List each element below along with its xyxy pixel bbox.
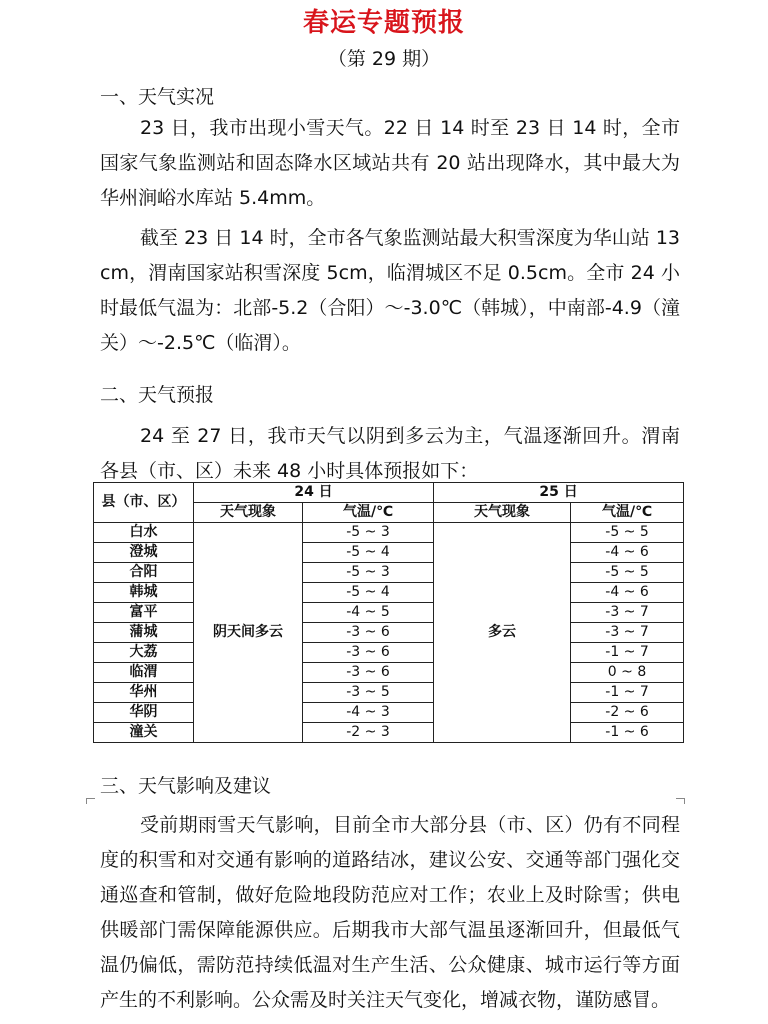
- document-title: 春运专题预报: [302, 8, 465, 38]
- section-heading-forecast: 二、天气预报: [100, 384, 215, 406]
- county-cell: 蒲城: [94, 623, 194, 643]
- county-cell: 韩城: [94, 583, 194, 603]
- page-crop-mark-left: [86, 798, 95, 804]
- day2-temp-cell: -1 ~ 7: [571, 683, 684, 703]
- day1-temp-cell: -2 ~ 3: [303, 723, 434, 743]
- day1-temp-cell: -4 ~ 5: [303, 603, 434, 623]
- day1-temp-cell: -5 ~ 3: [303, 563, 434, 583]
- day1-header: 24 日: [194, 483, 434, 503]
- table-row: [94, 543, 684, 563]
- table-row: [94, 523, 684, 543]
- day2-header: 25 日: [434, 483, 684, 503]
- county-cell: 华阴: [94, 703, 194, 723]
- section-heading-observation: 一、天气实况: [100, 86, 215, 108]
- day2-temp-cell: -2 ~ 6: [571, 703, 684, 723]
- table-row: [94, 663, 684, 683]
- forecast-paragraph: 24 至 27 日，我市天气以阴到多云为主，气温逐渐回升。渭南各县（市、区）未来 48 小时具体预报如下：: [100, 425, 680, 482]
- day1-temp-header: 气温/℃: [303, 503, 434, 523]
- impact-paragraph: 受前期雨雪天气影响，目前全市大部分县（市、区）仍有不同程度的积雪和对交通有影响的道路结冰，建议公安、交通等部门强化交通巡查和管制，做好危险地段防范应对工作；农业上及时除雪；供电供暖部门需保障能源供应。后期我市大部气温虽逐渐回升，但最低气温仍偏低，需防范持续低温对生产生活、公众健康、城市运行等方面产生的不利影响。公众需及时关注天气变化，增减衣物，谨防感冒。: [100, 814, 680, 1011]
- table-row: [94, 643, 684, 663]
- day1-temp-cell: -4 ~ 3: [303, 703, 434, 723]
- day1-temp-cell: -5 ~ 4: [303, 543, 434, 563]
- day1-temp-cell: -5 ~ 3: [303, 523, 434, 543]
- county-header: 县（市、区）: [94, 483, 194, 523]
- county-cell: 澄城: [94, 543, 194, 563]
- table-row: [94, 623, 684, 643]
- day1-temp-cell: -3 ~ 6: [303, 623, 434, 643]
- day1-temp-cell: -3 ~ 6: [303, 663, 434, 683]
- section-heading-impact: 三、天气影响及建议: [100, 775, 272, 797]
- issue-number: （第 29 期）: [327, 48, 441, 70]
- day2-temp-cell: -1 ~ 7: [571, 643, 684, 663]
- day1-temp-cell: -5 ~ 4: [303, 583, 434, 603]
- county-cell: 潼关: [94, 723, 194, 743]
- day2-temp-header: 气温/℃: [571, 503, 684, 523]
- day2-temp-cell: -4 ~ 6: [571, 583, 684, 603]
- day2-temp-cell: -4 ~ 6: [571, 543, 684, 563]
- county-cell: 大荔: [94, 643, 194, 663]
- observation-paragraph-1: 23 日，我市出现小雪天气。22 日 14 时至 23 日 14 时，全市国家气象监测站和固态降水区域站共有 20 站出现降水，其中最大为华州涧峪水库站 5.4mm。: [100, 117, 680, 209]
- table-header-row: [94, 483, 684, 503]
- county-cell: 华州: [94, 683, 194, 703]
- day1-temp-cell: -3 ~ 6: [303, 643, 434, 663]
- day2-temp-cell: 0 ~ 8: [571, 663, 684, 683]
- day1-weather-header: 天气现象: [194, 503, 303, 523]
- table-row: [94, 603, 684, 623]
- day2-temp-cell: -5 ~ 5: [571, 563, 684, 583]
- county-cell: 合阳: [94, 563, 194, 583]
- table-row: [94, 723, 684, 743]
- day2-temp-cell: -5 ~ 5: [571, 523, 684, 543]
- day2-temp-cell: -3 ~ 7: [571, 603, 684, 623]
- county-cell: 富平: [94, 603, 194, 623]
- table-row: [94, 563, 684, 583]
- page-crop-mark-right: [676, 798, 685, 804]
- day2-weather-cell: 多云: [434, 523, 571, 743]
- table-row: [94, 703, 684, 723]
- table-row: [94, 683, 684, 703]
- day1-weather-cell: 阴天间多云: [194, 523, 303, 743]
- day1-temp-cell: -3 ~ 5: [303, 683, 434, 703]
- observation-paragraph-2: 截至 23 日 14 时，全市各气象监测站最大积雪深度为华山站 13cm，渭南国家站积雪深度 5cm，临渭城区不足 0.5cm。全市 24 小时最低气温为：北部-5.2（合阳）～-3.0℃（韩城），中南部-4.9（潼关）～-2.5℃（临渭）。: [100, 227, 680, 354]
- day2-temp-cell: -3 ~ 7: [571, 623, 684, 643]
- day2-weather-header: 天气现象: [434, 503, 571, 523]
- county-cell: 临渭: [94, 663, 194, 683]
- forecast-table: [93, 482, 684, 743]
- county-cell: 白水: [94, 523, 194, 543]
- day2-temp-cell: -1 ~ 6: [571, 723, 684, 743]
- table-row: [94, 583, 684, 603]
